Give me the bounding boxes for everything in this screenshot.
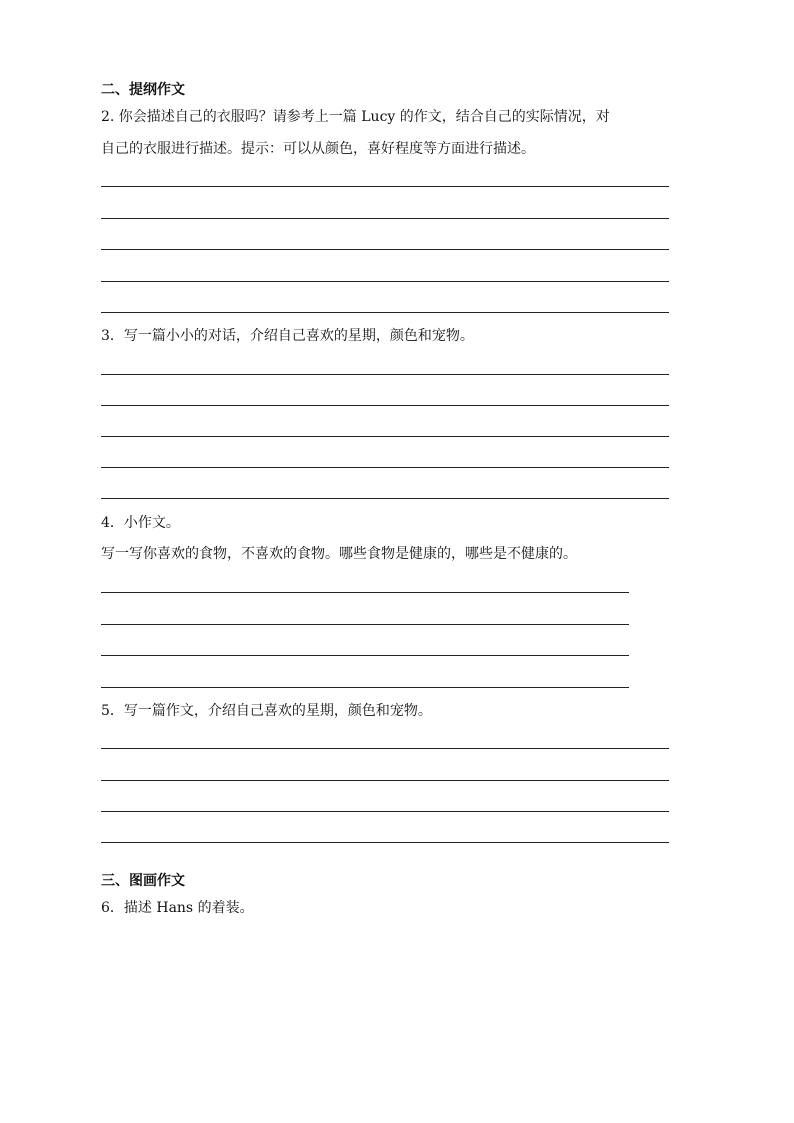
answer-line — [101, 312, 669, 313]
question-2-line-1: 2. 你会描述自己的衣服吗？请参考上一篇 Lucy 的作文，结合自己的实际情况，对 — [101, 109, 610, 125]
answer-line — [101, 842, 669, 843]
answer-line — [101, 687, 629, 688]
answer-line — [101, 281, 669, 282]
answer-line — [101, 498, 669, 499]
answer-line — [101, 218, 669, 219]
section-heading-picture-writing: 三、图画作文 — [101, 873, 185, 889]
answer-line — [101, 467, 669, 468]
answer-line — [101, 405, 669, 406]
answer-line — [101, 186, 669, 187]
question-4-title: 4．小作文。 — [101, 515, 180, 531]
answer-line — [101, 811, 669, 812]
question-3: 3．写一篇小小的对话，介绍自己喜欢的星期，颜色和宠物。 — [101, 328, 474, 344]
answer-line — [101, 780, 669, 781]
answer-line — [101, 249, 669, 250]
answer-line — [101, 592, 629, 593]
question-6: 6．描述 Hans 的着装。 — [101, 900, 254, 916]
answer-line — [101, 436, 669, 437]
question-2-line-2: 自己的衣服进行描述。提示：可以从颜色，喜好程度等方面进行描述。 — [101, 141, 535, 157]
answer-line — [101, 624, 629, 625]
section-heading-outline-writing: 二、提纲作文 — [101, 82, 185, 98]
answer-line — [101, 374, 669, 375]
answer-line — [101, 655, 629, 656]
question-5: 5．写一篇作文，介绍自己喜欢的星期，颜色和宠物。 — [101, 703, 432, 719]
question-4-prompt: 写一写你喜欢的食物，不喜欢的食物。哪些食物是健康的，哪些是不健康的。 — [101, 546, 577, 562]
answer-line — [101, 748, 669, 749]
